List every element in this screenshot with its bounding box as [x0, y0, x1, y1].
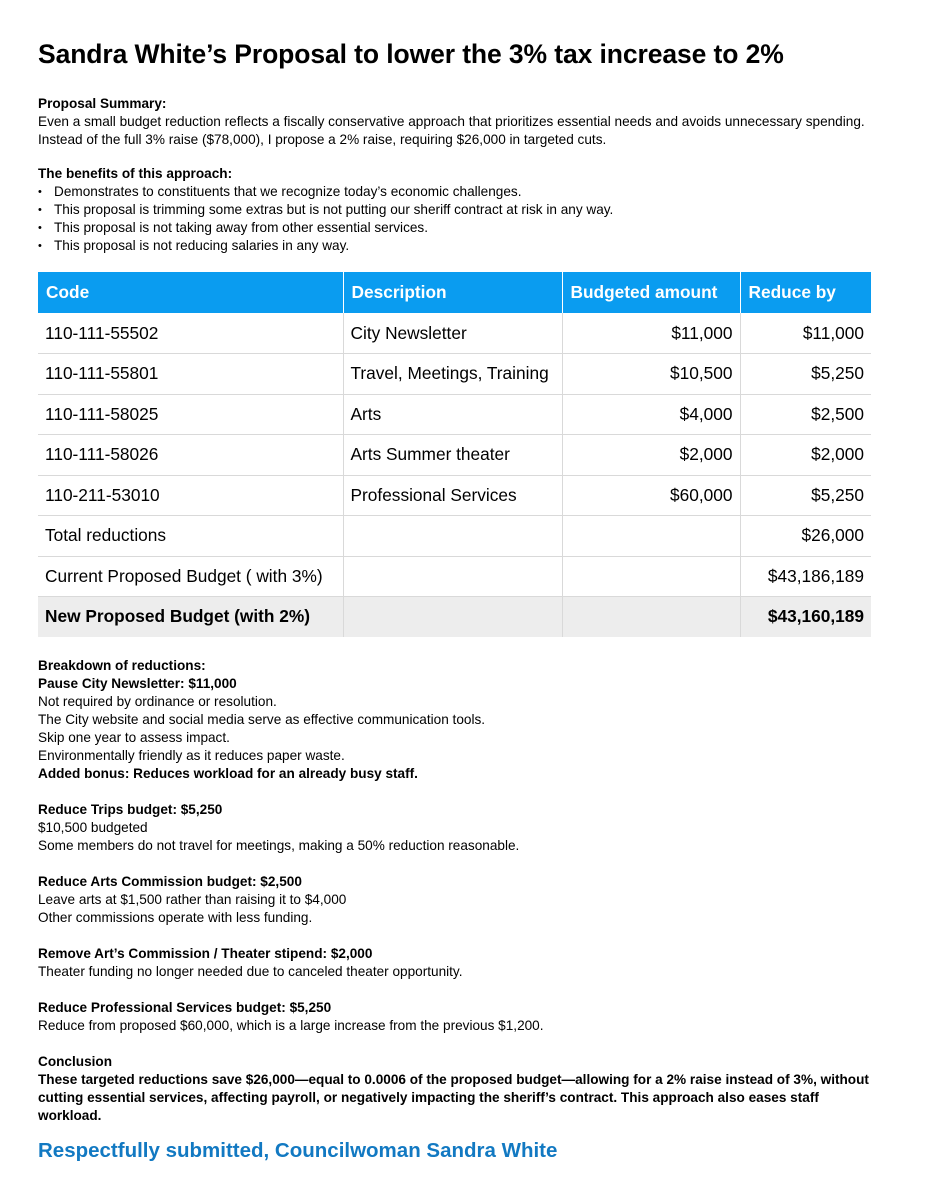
proposal-summary	[38, 95, 868, 149]
table-cell: Travel, Meetings, Training	[343, 354, 562, 395]
table-row	[38, 516, 871, 557]
conclusion-heading: Conclusion	[38, 1054, 113, 1069]
bullet-icon: •	[38, 204, 42, 216]
bullet-icon: •	[38, 240, 42, 252]
column-header-reduce-by: Reduce by	[740, 272, 871, 313]
table-row	[38, 313, 871, 354]
list-item: • This proposal is not reducing salaries in any way.	[38, 238, 350, 253]
professional-services-block	[38, 999, 878, 1035]
text-line: Skip one year to assess impact.	[38, 730, 230, 745]
conclusion-block	[38, 1053, 878, 1125]
section-heading: Reduce Trips budget: $5,250	[38, 802, 223, 817]
table-cell: $5,250	[740, 475, 871, 516]
table-cell: $11,000	[562, 313, 740, 354]
section-heading: Reduce Arts Commission budget: $2,500	[38, 874, 302, 889]
table-cell: Arts Summer theater	[343, 435, 562, 476]
table-header-row	[38, 272, 871, 313]
text-line: Leave arts at $1,500 rather than raising it to $4,000	[38, 892, 347, 907]
column-header-code: Code	[38, 272, 343, 313]
text-line: Reduce from proposed $60,000, which is a large increase from the previous $1,200.	[38, 1018, 544, 1033]
table-cell: $2,000	[740, 435, 871, 476]
section-heading: Pause City Newsletter: $11,000	[38, 676, 237, 691]
table-cell: New Proposed Budget (with 2%)	[38, 597, 343, 637]
table-cell	[343, 516, 562, 557]
column-header-description: Description	[343, 272, 562, 313]
theater-block	[38, 945, 878, 981]
table-row	[38, 475, 871, 516]
list-item: • This proposal is trimming some extras but is not putting our sheriff contract at risk in any way.	[38, 202, 614, 217]
table-cell: $10,500	[562, 354, 740, 395]
trips-block	[38, 801, 878, 855]
bullet-icon: •	[38, 186, 42, 198]
text-line: Environmentally friendly as it reduces paper waste.	[38, 748, 345, 763]
table-cell	[562, 516, 740, 557]
table-cell: $26,000	[740, 516, 871, 557]
table-cell: Current Proposed Budget ( with 3%)	[38, 556, 343, 597]
table-cell: City Newsletter	[343, 313, 562, 354]
text-line: Some members do not travel for meetings, making a 50% reduction reasonable.	[38, 838, 520, 853]
summary-body: Even a small budget reduction reflects a fiscally conservative approach that prioritizes essential needs and avoids unnecessary spending. Instead of the full 3% raise ($78,000), I propose a 2% raise, requiring $26,000 in targeted cuts.	[38, 114, 865, 147]
text-line: $10,500 budgeted	[38, 820, 148, 835]
summary-heading: Proposal Summary:	[38, 96, 167, 111]
table-cell: $5,250	[740, 354, 871, 395]
table-row	[38, 354, 871, 395]
text-line: Other commissions operate with less funding.	[38, 910, 313, 925]
table-cell: 110-111-58025	[38, 394, 343, 435]
table-cell: 110-211-53010	[38, 475, 343, 516]
table-cell: Total reductions	[38, 516, 343, 557]
list-item: • This proposal is not taking away from other essential services.	[38, 220, 428, 235]
table-cell: $60,000	[562, 475, 740, 516]
text-line: Not required by ordinance or resolution.	[38, 694, 277, 709]
arts-block	[38, 873, 878, 927]
table-total-row	[38, 597, 871, 637]
newsletter-block	[38, 675, 878, 783]
table-cell	[343, 556, 562, 597]
breakdown-heading: Breakdown of reductions:	[38, 658, 206, 673]
table-cell: $2,000	[562, 435, 740, 476]
page-title: Sandra White’s Proposal to lower the 3% tax increase to 2%	[38, 39, 784, 69]
breakdown-section	[38, 657, 878, 1125]
text-line: Theater funding no longer needed due to canceled theater opportunity.	[38, 964, 463, 979]
table-row	[38, 556, 871, 597]
bullet-icon: •	[38, 222, 42, 234]
table-row	[38, 394, 871, 435]
table-cell: $2,500	[740, 394, 871, 435]
table-cell: $11,000	[740, 313, 871, 354]
table-cell: 110-111-55801	[38, 354, 343, 395]
table-cell: $43,186,189	[740, 556, 871, 597]
column-header-budgeted-amount: Budgeted amount	[562, 272, 740, 313]
section-heading: Reduce Professional Services budget: $5,250	[38, 1000, 332, 1015]
table-cell: $43,160,189	[740, 597, 871, 637]
table-row	[38, 435, 871, 476]
table-cell: 110-111-58026	[38, 435, 343, 476]
table-cell: Professional Services	[343, 475, 562, 516]
budget-reductions-table	[38, 272, 871, 637]
text-line: The City website and social media serve as effective communication tools.	[38, 712, 486, 727]
benefits-heading: The benefits of this approach:	[38, 166, 233, 181]
benefits-section	[38, 165, 868, 255]
table-cell	[562, 597, 740, 637]
table-cell	[343, 597, 562, 637]
signoff: Respectfully submitted, Councilwoman Sandra White	[38, 1139, 558, 1162]
bonus-line: Added bonus: Reduces workload for an already busy staff.	[38, 766, 418, 781]
table-cell: 110-111-55502	[38, 313, 343, 354]
list-item: • Demonstrates to constituents that we recognize today’s economic challenges.	[38, 184, 522, 199]
benefits-list	[38, 183, 868, 255]
table-cell: $4,000	[562, 394, 740, 435]
table-cell	[562, 556, 740, 597]
conclusion-body: These targeted reductions save $26,000—equal to 0.0006 of the proposed budget—allowing for a 2% raise instead of 3%, without cutting essential services, affecting payroll, or negatively impacting the sheriff’s contract. This approach also eases staff workload.	[38, 1072, 869, 1123]
section-heading: Remove Art’s Commission / Theater stipend: $2,000	[38, 946, 373, 961]
table-cell: Arts	[343, 394, 562, 435]
